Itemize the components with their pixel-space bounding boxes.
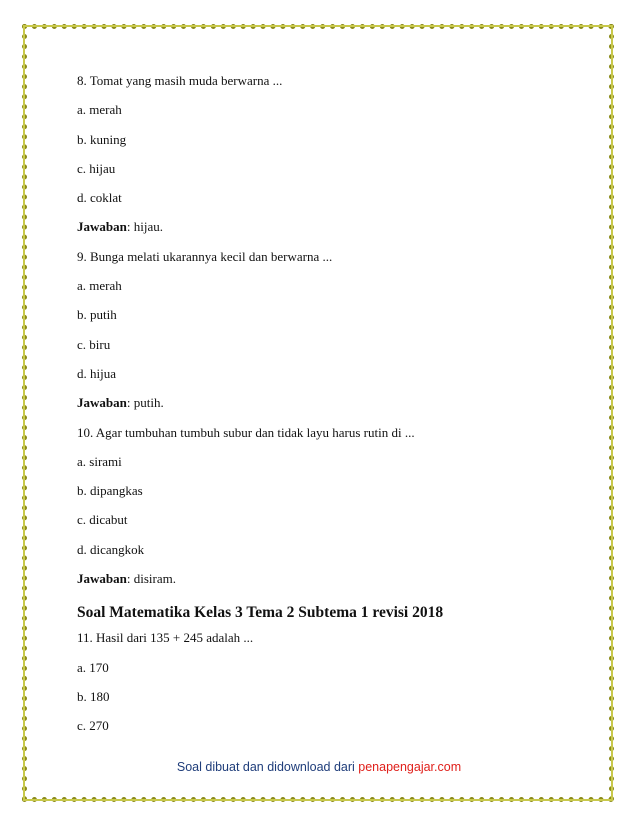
answer-label: Jawaban xyxy=(77,571,127,587)
option-10d: d. dicangkok xyxy=(77,541,145,557)
footer-site-link[interactable]: penapengajar.com xyxy=(358,760,462,774)
answer-value: : putih. xyxy=(126,395,164,411)
option-9c: c. biru xyxy=(77,336,111,352)
footer-text: Soal dibuat dan didownload dari xyxy=(176,760,359,774)
option-9d: d. hijua xyxy=(77,365,116,381)
section-heading: Soal Matematika Kelas 3 Tema 2 Subtema 1 revisi 2018 xyxy=(77,604,444,622)
answer-label: Jawaban xyxy=(77,219,127,235)
question-8: 8. Tomat yang masih muda berwarna ... xyxy=(77,73,283,88)
question-10: 10. Agar tumbuhan tumbuh subur dan tidak layu harus rutin di ... xyxy=(77,424,415,440)
option-10c: c. dicabut xyxy=(77,512,128,528)
page-footer xyxy=(0,760,638,774)
answer-9 xyxy=(77,394,557,423)
question-11: 11. Hasil dari 135 + 245 adalah ... xyxy=(77,630,254,646)
option-11b: b. 180 xyxy=(77,688,110,704)
answer-value: : disiram. xyxy=(126,571,176,587)
option-11a: a. 170 xyxy=(77,659,109,675)
option-8d: d. coklat xyxy=(77,190,122,206)
option-9a: a. merah xyxy=(77,278,122,294)
option-8c: c. hijau xyxy=(77,160,116,176)
option-8a: a. merah xyxy=(77,102,122,118)
option-10a: a. sirami xyxy=(77,453,122,469)
answer-10 xyxy=(77,570,557,599)
option-11c: c. 270 xyxy=(77,718,109,734)
option-8b: b. kuning xyxy=(77,131,127,147)
answer-8 xyxy=(77,218,557,247)
option-9b: b. putih xyxy=(77,307,117,323)
question-9: 9. Bunga melati ukarannya kecil dan berwarna ... xyxy=(77,248,333,264)
document-body xyxy=(77,72,557,747)
answer-value: : hijau. xyxy=(126,219,163,235)
answer-label: Jawaban xyxy=(77,395,127,411)
option-10b: b. dipangkas xyxy=(77,483,143,499)
